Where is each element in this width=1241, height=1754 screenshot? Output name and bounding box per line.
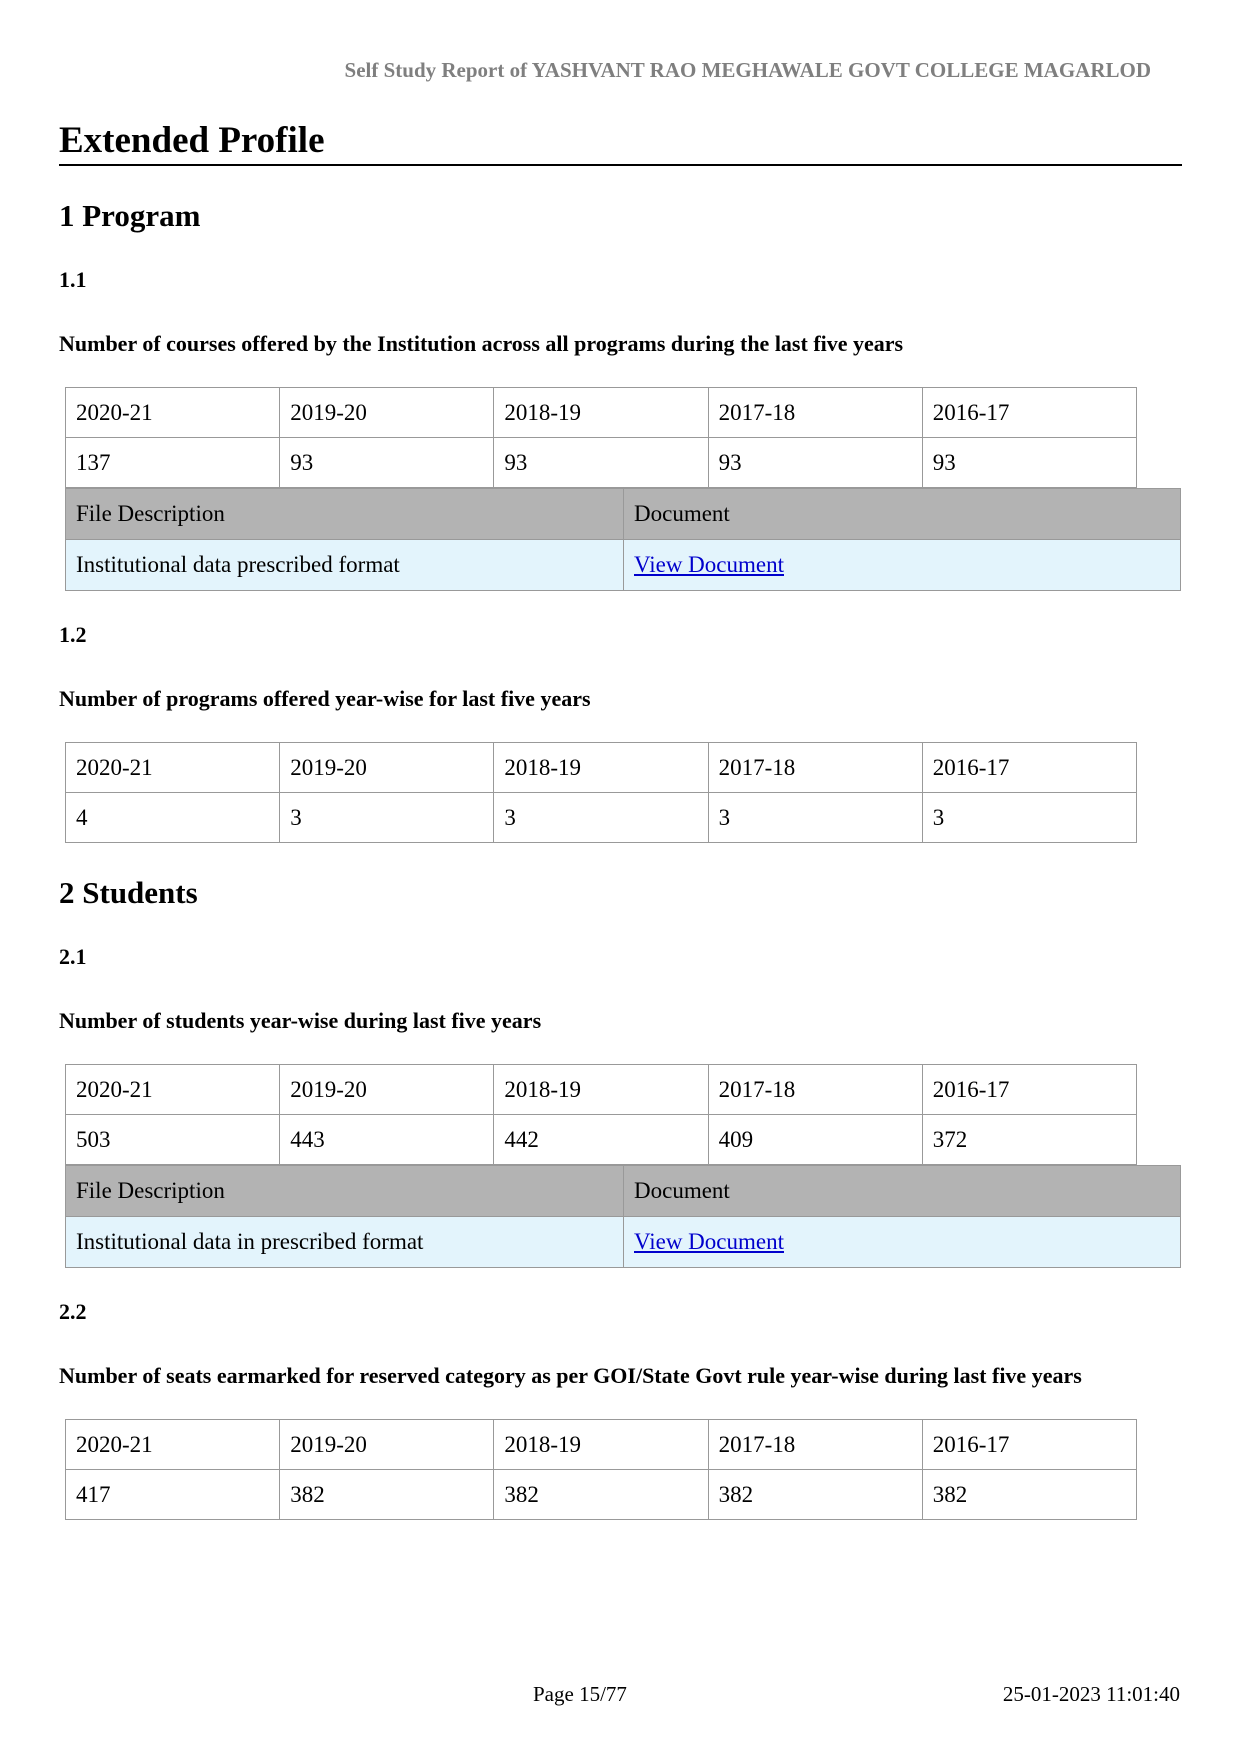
value-cell: 382 — [708, 1470, 922, 1520]
value-cell: 137 — [66, 438, 280, 488]
file-table-header — [66, 489, 1181, 540]
metric-number: 1.2 — [59, 622, 87, 647]
year-cell: 2018-19 — [494, 1420, 708, 1470]
metric-question: Number of seats earmarked for reserved category as per GOI/State Govt rule year-wise during last five years — [59, 1363, 1082, 1388]
year-cell: 2019-20 — [280, 1420, 494, 1470]
value-cell: 382 — [922, 1470, 1136, 1520]
value-cell: 93 — [280, 438, 494, 488]
file-description: Institutional data in prescribed format — [66, 1217, 624, 1268]
value-cell: 372 — [922, 1115, 1136, 1165]
value-cell: 382 — [494, 1470, 708, 1520]
document-cell — [624, 1217, 1181, 1268]
file-description-table — [65, 488, 1181, 591]
table-row-values — [66, 438, 1137, 488]
table-row-years — [66, 388, 1137, 438]
file-description-header: File Description — [66, 489, 624, 540]
year-table — [65, 1064, 1137, 1165]
metric-question: Number of programs offered year-wise for last five years — [59, 686, 591, 711]
year-cell: 2019-20 — [280, 743, 494, 793]
value-cell: 503 — [66, 1115, 280, 1165]
table-row-values — [66, 1115, 1137, 1165]
year-table — [65, 1419, 1137, 1520]
value-cell: 3 — [708, 793, 922, 843]
year-cell: 2016-17 — [922, 1065, 1136, 1115]
metric-question: Number of courses offered by the Institution across all programs during the last five years — [59, 331, 904, 356]
page-number: Page 15/77 — [533, 1682, 627, 1706]
year-cell: 2016-17 — [922, 388, 1136, 438]
year-cell: 2017-18 — [708, 743, 922, 793]
year-cell: 2016-17 — [922, 743, 1136, 793]
value-cell: 443 — [280, 1115, 494, 1165]
table-row-years — [66, 1065, 1137, 1115]
year-cell: 2020-21 — [66, 1420, 280, 1470]
file-table-row — [66, 540, 1181, 591]
table-row-years — [66, 1420, 1137, 1470]
document-cell — [624, 540, 1181, 591]
value-cell: 4 — [66, 793, 280, 843]
value-cell: 3 — [280, 793, 494, 843]
year-cell: 2017-18 — [708, 1065, 922, 1115]
year-cell: 2018-19 — [494, 743, 708, 793]
year-table — [65, 742, 1137, 843]
year-cell: 2017-18 — [708, 1420, 922, 1470]
metric-question: Number of students year-wise during last five years — [59, 1008, 542, 1033]
document-body — [59, 118, 1182, 1520]
value-cell: 3 — [922, 793, 1136, 843]
value-cell: 442 — [494, 1115, 708, 1165]
year-cell: 2019-20 — [280, 1065, 494, 1115]
value-cell: 417 — [66, 1470, 280, 1520]
value-cell: 3 — [494, 793, 708, 843]
value-cell: 93 — [922, 438, 1136, 488]
page-title: Extended Profile — [59, 118, 1182, 166]
metric-number: 1.1 — [59, 267, 87, 292]
year-cell: 2019-20 — [280, 388, 494, 438]
value-cell: 93 — [708, 438, 922, 488]
file-description-header: File Description — [66, 1166, 624, 1217]
section-heading-program: 1 Program — [59, 198, 201, 233]
file-description-table — [65, 1165, 1181, 1268]
year-table — [65, 387, 1137, 488]
footer-timestamp: 25-01-2023 11:01:40 — [1002, 1682, 1180, 1706]
value-cell: 409 — [708, 1115, 922, 1165]
value-cell: 382 — [280, 1470, 494, 1520]
year-cell: 2017-18 — [708, 388, 922, 438]
year-cell: 2018-19 — [494, 388, 708, 438]
file-description: Institutional data prescribed format — [66, 540, 624, 591]
view-document-link[interactable]: View Document — [634, 1229, 784, 1254]
year-cell: 2020-21 — [66, 388, 280, 438]
metric-number: 2.2 — [59, 1299, 87, 1324]
year-cell: 2016-17 — [922, 1420, 1136, 1470]
year-cell: 2018-19 — [494, 1065, 708, 1115]
document-header: Document — [624, 1166, 1181, 1217]
table-row-values — [66, 793, 1137, 843]
table-row-years — [66, 743, 1137, 793]
metric-number: 2.1 — [59, 944, 87, 969]
section-heading-students: 2 Students — [59, 875, 198, 910]
year-cell: 2020-21 — [66, 1065, 280, 1115]
year-cell: 2020-21 — [66, 743, 280, 793]
document-header: Document — [624, 489, 1181, 540]
file-table-row — [66, 1217, 1181, 1268]
value-cell: 93 — [494, 438, 708, 488]
view-document-link[interactable]: View Document — [634, 552, 784, 577]
file-table-header — [66, 1166, 1181, 1217]
table-row-values — [66, 1470, 1137, 1520]
page-header: Self Study Report of YASHVANT RAO MEGHAWALE GOVT COLLEGE MAGARLOD — [344, 58, 1151, 82]
